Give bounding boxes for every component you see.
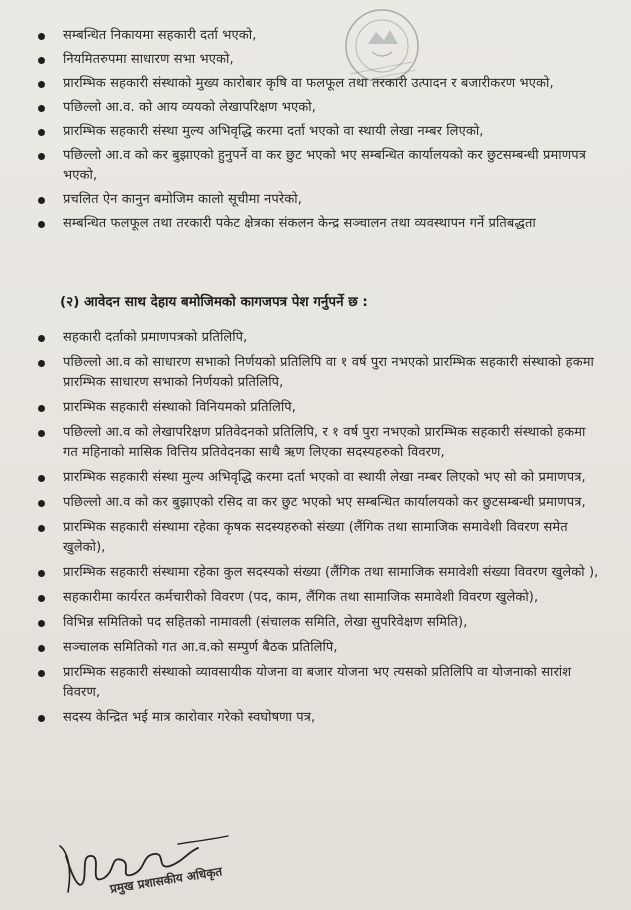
list-item [0, 50, 631, 70]
list-item-text: सञ्चालक समितिको गत आ.व.को सम्पुर्ण बैठक प्रतिलिपि, [63, 640, 338, 655]
list-item-text: प्रारम्भिक सहकारी संस्थामा रहेका कृषक सदस्यहरुको संख्या (लैंगिक तथा सामाजिक समावेशी विवरण समेत खुलेको), [63, 520, 568, 555]
list-item [0, 663, 631, 703]
list-item-text: पछिल्लो आ.व को कर बुझाएको हुनुपर्ने वा कर छुट भएको भए सम्बन्धित कार्यालयको कर छुटसम्बन्धी प्रमाणपत्र भएको, [63, 148, 586, 183]
signature-caption: प्रमुख प्रशासकीय अधिकृत [108, 864, 224, 896]
list-item [0, 190, 631, 210]
list-item-text: प्रारम्भिक सहकारी संस्था मुल्य अभिवृद्धि करमा दर्ता भएको वा स्थायी लेखा नम्बर लिएको, [63, 124, 484, 139]
list-item [0, 563, 631, 583]
bullet-icon [38, 129, 45, 136]
list-item [0, 26, 631, 46]
list-item [0, 638, 631, 658]
list-item-text: प्रारम्भिक सहकारी संस्था मुल्य अभिवृद्धि करमा दर्ता भएको वा स्थायी लेखा नम्बर लिएको भए सो को प्रमाणपत्र, [63, 470, 586, 485]
section-heading: (२) आवेदन साथ देहाय बमोजिमको कागजपत्र पेश गर्नुपर्ने छ : [60, 294, 368, 310]
eligibility-list [0, 26, 631, 238]
bullet-icon [38, 57, 45, 64]
list-item-text: प्रारम्भिक सहकारी संस्थाको विनियमको प्रतिलिपि, [63, 400, 297, 415]
bullet-icon [38, 715, 45, 722]
list-item-text: प्रारम्भिक सहकारी संस्थाको व्यावसायीक योजना वा बजार योजना भए त्यसको प्रतिलिपि वा योजनाको सारांश विवरण, [63, 665, 572, 700]
list-item-text: प्रचलित ऐन कानुन बमोजिम कालो सूचीमा नपरेको, [63, 192, 302, 207]
list-item [0, 398, 631, 418]
list-item [0, 423, 631, 463]
list-item-text: विभिन्न समितिको पद सहितको नामावली (संचालक समिति, लेखा सुपरिवेक्षण समिति), [63, 615, 468, 630]
list-item-text: सम्बन्धित निकायमा सहकारी दर्ता भएको, [63, 28, 257, 43]
bullet-icon [38, 475, 45, 482]
bullet-icon [38, 335, 45, 342]
list-item-text: पछिल्लो आ.व. को आय व्ययको लेखापरिक्षण भएको, [63, 100, 316, 115]
bullet-icon [38, 500, 45, 507]
bullet-icon [38, 645, 45, 652]
bullet-icon [38, 670, 45, 677]
list-item [0, 588, 631, 608]
bullet-icon [38, 221, 45, 228]
list-item [0, 493, 631, 513]
list-item-text: सदस्य केन्द्रित भई मात्र कारोवार गरेको स्वघोषणा पत्र, [63, 710, 316, 725]
bullet-icon [38, 105, 45, 112]
list-item-text: पछिल्लो आ.व को साधारण सभाको निर्णयको प्रतिलिपि वा १ वर्ष पुरा नभएको प्रारम्भिक सहकारी संस्थाको हकमा प्रारम्भिक साधारण सभाको निर्णयको प्रतिलिपि, [63, 355, 594, 390]
bullet-icon [38, 620, 45, 627]
list-item-text: सम्बन्धित फलफूल तथा तरकारी पकेट क्षेत्रका संकलन केन्द्र सञ्चालन तथा व्यवस्थापन गर्ने प्रतिबद्धता [63, 216, 536, 231]
bullet-icon [38, 360, 45, 367]
list-item [0, 518, 631, 558]
bullet-icon [38, 33, 45, 40]
list-item-text: प्रारम्भिक सहकारी संस्थामा रहेका कुल सदस्यको संख्या (लैंगिक तथा सामाजिक समावेशी संख्या विवरण खुलेको ), [63, 565, 599, 580]
bullet-icon [38, 81, 45, 88]
list-item-text: नियमितरुपमा साधारण सभा भएको, [63, 52, 234, 67]
list-item [0, 328, 631, 348]
bullet-icon [38, 430, 45, 437]
list-item [0, 708, 631, 728]
bullet-icon [38, 197, 45, 204]
list-item-text: पछिल्लो आ.व को कर बुझाएको रसिद वा कर छुट भएको भए सम्बन्धित कार्यालयको कर छुटसम्बन्धी प्रमाणपत्र, [63, 495, 586, 510]
list-item [0, 74, 631, 94]
list-item-text: सहकारीमा कार्यरत कर्मचारीको विवरण (पद, काम, लैंगिक तथा सामाजिक समावेशी विवरण खुलेको), [63, 590, 539, 605]
list-item [0, 468, 631, 488]
bullet-icon [38, 570, 45, 577]
bullet-icon [38, 595, 45, 602]
list-item [0, 214, 631, 234]
list-item [0, 353, 631, 393]
list-item-text: प्रारम्भिक सहकारी संस्थाको मुख्य कारोबार कृषि वा फलफूल तथा तरकारी उत्पादन र बजारीकरण भएको, [63, 76, 554, 91]
list-item-text: सहकारी दर्ताको प्रमाणपत्रको प्रतिलिपि, [63, 330, 248, 345]
list-item [0, 613, 631, 633]
bullet-icon [38, 525, 45, 532]
list-item-text: पछिल्लो आ.व को लेखापरिक्षण प्रतिवेदनको प्रतिलिपि, र १ वर्ष पुरा नभएको प्रारम्भिक सहकारी संस्थाको हकमा गत महिनाको मासिक वित्तिय प्रतिवेदनका साथै ऋण लिएका सदस्यहरुको विवरण, [63, 425, 586, 460]
documents-list [0, 328, 631, 733]
bullet-icon [38, 153, 45, 160]
list-item [0, 98, 631, 118]
list-item [0, 146, 631, 186]
list-item [0, 122, 631, 142]
bullet-icon [38, 405, 45, 412]
